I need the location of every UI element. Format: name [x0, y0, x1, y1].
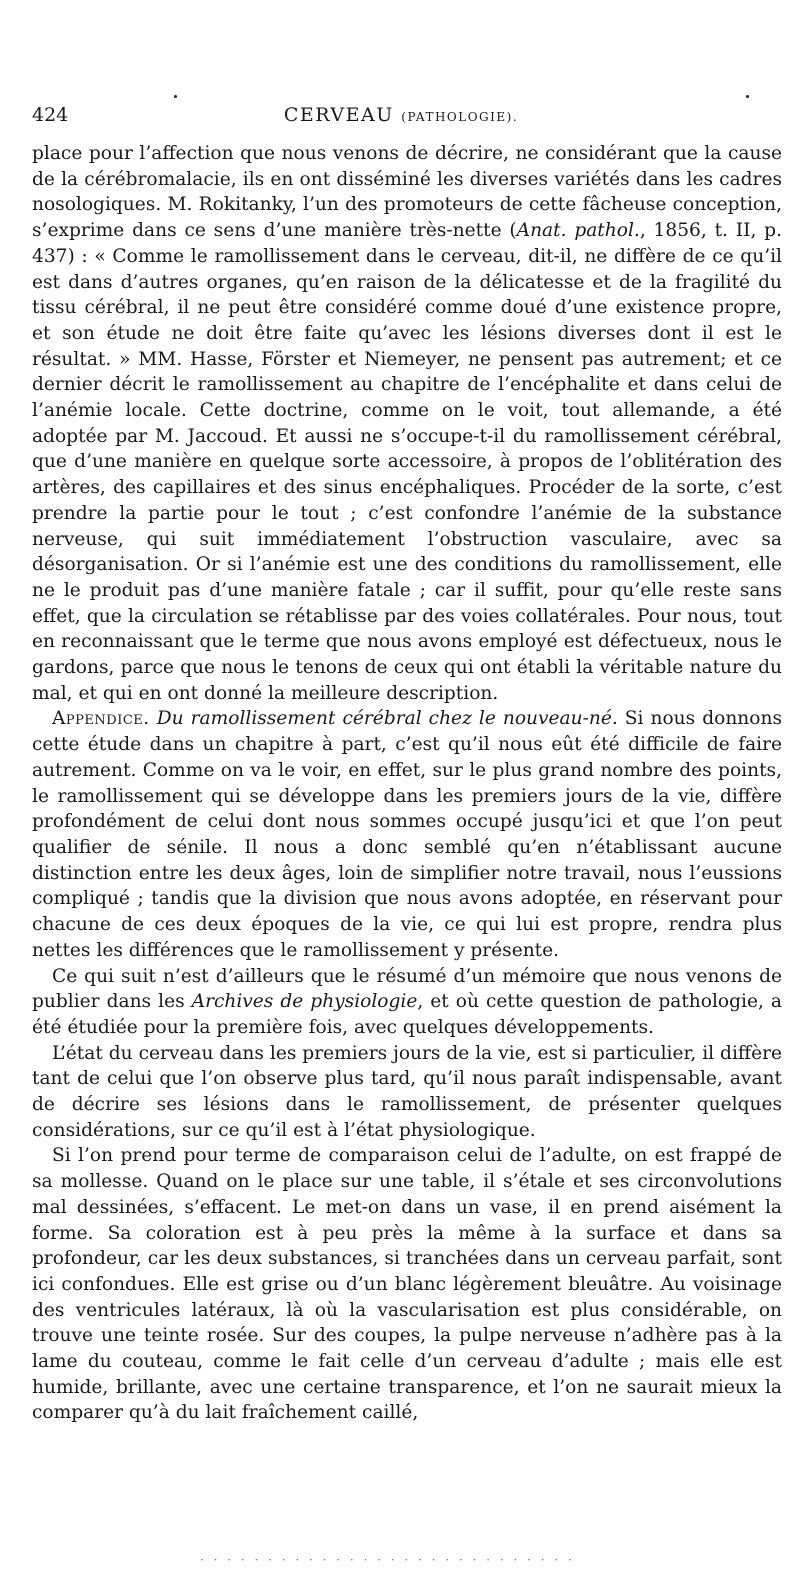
paragraph-text: , et où cette question de pathologie, a été étudiée pour la première fois, avec quelques développements.: [32, 991, 782, 1038]
header-title-section: (PATHOLOGIE).: [401, 110, 519, 124]
citation-anat-pathol: Anat. pathol.: [516, 220, 640, 242]
appendix-label: Appendice.: [52, 708, 150, 730]
appendix-text: Si nous donnons cette étude dans un chapitre à part, c’est qu’il nous eût été difficile de faire autrement. Comme on va le voir, en effet, sur le plus grand nombre des points, le ramollissement qui se développe dans les premiers jours de la vie, diffère profondément de celui dont nous sommes occupé jusqu’ici et que l’on peut qualifier de sénile. Il nous a donc semblé qu’en n’établissant aucune distinction entre les deux âges, loin de simplifier notre travail, nous l’eussions compliqué ; tandis que la division que nous avons adoptée, en réservant pour chacune de ces deux époques de la vie, ce qui lui est propre, rendra plus nettes les différences que le ramollissement y présente.: [32, 708, 782, 961]
body-text: [32, 141, 782, 1426]
page-number: 424: [32, 104, 69, 126]
appendix-paragraph: [32, 706, 782, 963]
paragraph-etat-cerveau: L’état du cerveau dans les premiers jours de la vie, est si particulier, il diffère tant de celui que l’on observe plus tard, qu’il nous paraît indispensable, avant de décrire ses lésions dans le ramollissement, de présenter quelques considérations, sur ce qu’il est à l’état physiologique.: [32, 1042, 782, 1141]
header-title-main: CERVEAU: [283, 104, 394, 126]
citation-archives: Archives de physiologie: [191, 991, 418, 1013]
print-speck: [174, 95, 177, 98]
running-head: [32, 104, 770, 136]
appendix-title: Du ramollissement cérébral chez le nouveau-né.: [156, 708, 618, 730]
header-title: [32, 104, 770, 126]
paragraph-continuation: [32, 141, 782, 706]
print-speck: [746, 95, 749, 98]
page-bottom-artifact: · · · · · · · · · · · · · · · · · · · · · · · · · · · ·: [200, 1553, 575, 1567]
paragraph-text: , 1856, t. II, p. 437) : « Comme le ramollissement dans le cerveau, dit-il, ne diffère de ce qu’il est dans d’autres organes, qu’en raison de la délicatesse et de la fragilité du tissu cérébral, il ne peut être considéré comme doué d’une existence propre, et son étude ne doit être faite qu’avec les lésions diverses dont il est le résultat. » MM. Hasse, Förster et Niemeyer, ne pensent pas autrement; et ce dernier décrit le ramollissement au chapitre de l’encéphalite et dans celui de l’anémie locale. Cette doctrine, comme on le voit, tout allemande, a été adoptée par M. Jaccoud. Et aussi ne s’occupe-t-il du ramollissement cérébral, que d’une manière en quelque sorte accessoire, à propos de l’oblitération des artères, des capillaires et des sinus encéphaliques. Procéder de la sorte, c’est prendre la partie pour le tout ; c’est confondre l’anémie de la substance nerveuse, qui suit immédiatement l’obstruction vasculaire, avec sa désorganisation. Or si l’anémie est une des conditions du ramollissement, elle ne le produit pas d’une manière fatale ; car il suffit, pour qu’elle reste sans effet, que la circulation se rétablisse par des voies collatérales. Pour nous, tout en reconnaissant que le terme que nous avons employé est défectueux, nous le gardons, parce que nous le tenons de ceux qui ont établi la véritable nature du mal, et qui en ont donné la meilleure description.: [32, 220, 782, 704]
paragraph-memoire: [32, 964, 782, 1041]
paragraph-comparaison: Si l’on prend pour terme de comparaison celui de l’adulte, on est frappé de sa mollesse. Quand on le place sur une table, il s’étale et ses circonvolutions mal dessinées, s’effacent. Le met-on dans un vase, il en prend aisément la forme. Sa coloration est à peu près la même à la surface et dans sa profondeur, car les deux substances, si tranchées dans un cerveau parfait, sont ici confondues. Elle est grise ou d’un blanc légèrement bleuâtre. Au voisinage des ventricules latéraux, là où la vascularisation est plus considérable, on trouve une teinte rosée. Sur des coupes, la pulpe nerveuse n’adhère pas à la lame du couteau, comme le fait celle d’un cerveau d’adulte ; mais elle est humide, brillante, avec une certaine transparence, et l’on ne saurait mieux la comparer qu’à du lait fraîchement caillé,: [32, 1145, 782, 1424]
paragraph-text: place pour l’affection que nous venons de décrire, ne considérant que la cause de la cérébromalacie, ils en ont disséminé les diverses variétés dans les cadres nosologiques. M. Rokitanky, l’un des promoteurs de cette fâcheuse conception, s’exprime dans ce sens d’une manière très-nette (: [32, 143, 782, 242]
paragraph-text: Ce qui suit n’est d’ailleurs que le résumé d’un mémoire que nous venons de publier dans les: [32, 965, 782, 1013]
